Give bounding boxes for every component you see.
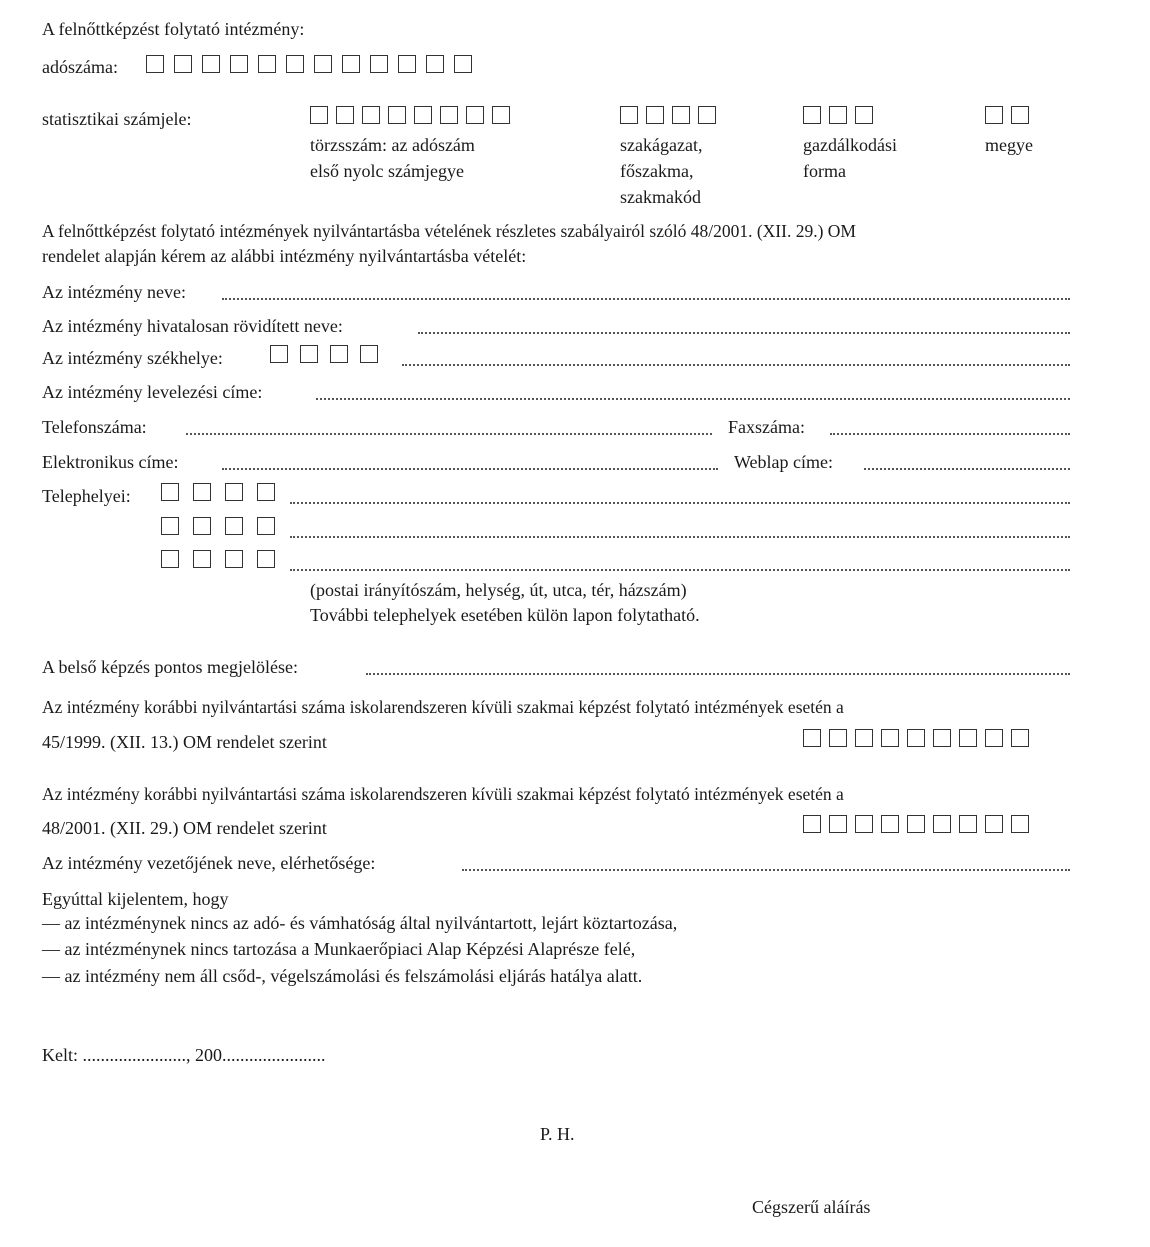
sites-continuation-note: További telephelyek esetében külön lapon folytatható. <box>310 605 700 625</box>
digit-box[interactable] <box>466 106 484 124</box>
digit-box[interactable] <box>672 106 690 124</box>
email-label: Elektronikus címe: <box>42 452 179 472</box>
digit-box[interactable] <box>1011 729 1029 747</box>
head-contact-label: Az intézmény vezetőjének neve, elérhetősége: <box>42 853 376 873</box>
digit-box[interactable] <box>342 55 360 73</box>
stat-boxes-group-4[interactable] <box>985 106 1029 124</box>
digit-box[interactable] <box>257 517 275 535</box>
digit-box[interactable] <box>803 729 821 747</box>
digit-box[interactable] <box>225 483 243 501</box>
digit-box[interactable] <box>933 815 951 833</box>
digit-box[interactable] <box>360 345 378 363</box>
digit-box[interactable] <box>362 106 380 124</box>
site-1-field[interactable] <box>290 502 1070 504</box>
digit-box[interactable] <box>959 815 977 833</box>
tax-number-boxes[interactable] <box>146 55 472 73</box>
site-1-postcode-boxes[interactable] <box>161 483 275 501</box>
short-name-label: Az intézmény hivatalosan rövidített neve: <box>42 316 343 336</box>
digit-box[interactable] <box>257 550 275 568</box>
digit-box[interactable] <box>161 550 179 568</box>
digit-box[interactable] <box>202 55 220 73</box>
tax-number-label: adószáma: <box>42 57 118 77</box>
site-2-field[interactable] <box>290 536 1070 538</box>
stat-boxes-group-3[interactable] <box>803 106 873 124</box>
declaration-item: — az intézmény nem áll csőd-, végelszámolási és felszámolási eljárás hatálya alatt. <box>42 966 643 986</box>
seat-postcode-boxes[interactable] <box>270 345 378 363</box>
website-field[interactable] <box>864 468 1070 470</box>
intro-line-1: A felnőttképzést folytató intézmények nyilvántartásba vételének részletes szabályairól szóló 48/2001. (XII. 29.) OM <box>42 221 856 241</box>
digit-box[interactable] <box>907 815 925 833</box>
sites-format-note: (postai irányítószám, helység, út, utca, tér, házszám) <box>310 580 687 600</box>
digit-box[interactable] <box>286 55 304 73</box>
digit-box[interactable] <box>426 55 444 73</box>
digit-box[interactable] <box>985 815 1003 833</box>
digit-box[interactable] <box>225 550 243 568</box>
stat-caption-3: gazdálkodási forma <box>803 135 897 181</box>
intro-line-2: rendelet alapján kérem az alábbi intézmény nyilvántartásba vételét: <box>42 246 527 266</box>
digit-box[interactable] <box>620 106 638 124</box>
digit-box[interactable] <box>829 106 847 124</box>
digit-box[interactable] <box>258 55 276 73</box>
prev-reg-2-boxes[interactable] <box>803 815 1029 833</box>
email-field[interactable] <box>222 468 718 470</box>
stat-caption-1: törzsszám: az adószám első nyolc számjegye <box>310 135 475 181</box>
digit-box[interactable] <box>310 106 328 124</box>
seat-label: Az intézmény székhelye: <box>42 348 223 368</box>
stat-boxes-group-1[interactable] <box>310 106 510 124</box>
page-title: A felnőttképzést folytató intézmény: <box>42 19 305 39</box>
digit-box[interactable] <box>907 729 925 747</box>
digit-box[interactable] <box>161 483 179 501</box>
digit-box[interactable] <box>933 729 951 747</box>
declaration-item: — az intézménynek nincs az adó- és vámhatóság által nyilvántartott, lejárt köztartozása, <box>42 913 678 933</box>
name-field[interactable] <box>222 298 1070 300</box>
stat-number-label: statisztikai számjele: <box>42 109 192 129</box>
mail-address-field[interactable] <box>316 398 1070 400</box>
digit-box[interactable] <box>855 815 873 833</box>
digit-box[interactable] <box>1011 815 1029 833</box>
digit-box[interactable] <box>855 106 873 124</box>
digit-box[interactable] <box>803 106 821 124</box>
prev-reg-1-line-2: 45/1999. (XII. 13.) OM rendelet szerint <box>42 732 327 752</box>
short-name-field[interactable] <box>418 332 1070 334</box>
fax-label: Faxszáma: <box>728 417 805 437</box>
stat-caption-4: megye <box>985 135 1033 155</box>
site-3-field[interactable] <box>290 569 1070 571</box>
signature-label: Cégszerű aláírás <box>752 1197 871 1217</box>
digit-box[interactable] <box>300 345 318 363</box>
sites-label: Telephelyei: <box>42 486 131 506</box>
digit-box[interactable] <box>330 345 348 363</box>
digit-box[interactable] <box>414 106 432 124</box>
digit-box[interactable] <box>454 55 472 73</box>
digit-box[interactable] <box>193 517 211 535</box>
digit-box[interactable] <box>803 815 821 833</box>
digit-box[interactable] <box>855 729 873 747</box>
declaration-item: — az intézménynek nincs tartozása a Munkaerőpiaci Alap Képzési Alaprésze felé, <box>42 939 636 959</box>
digit-box[interactable] <box>959 729 977 747</box>
website-label: Weblap címe: <box>734 452 834 472</box>
digit-box[interactable] <box>146 55 164 73</box>
digit-box[interactable] <box>829 815 847 833</box>
digit-box[interactable] <box>440 106 458 124</box>
digit-box[interactable] <box>314 55 332 73</box>
internal-training-field[interactable] <box>366 673 1070 675</box>
digit-box[interactable] <box>174 55 192 73</box>
digit-box[interactable] <box>881 815 899 833</box>
name-label: Az intézmény neve: <box>42 282 186 302</box>
fax-field[interactable] <box>830 433 1070 435</box>
digit-box[interactable] <box>336 106 354 124</box>
digit-box[interactable] <box>388 106 406 124</box>
digit-box[interactable] <box>193 483 211 501</box>
digit-box[interactable] <box>646 106 664 124</box>
digit-box[interactable] <box>230 55 248 73</box>
stat-boxes-group-2[interactable] <box>620 106 716 124</box>
mail-address-label: Az intézmény levelezési címe: <box>42 382 263 402</box>
digit-box[interactable] <box>257 483 275 501</box>
digit-box[interactable] <box>270 345 288 363</box>
digit-box[interactable] <box>881 729 899 747</box>
phone-field[interactable] <box>186 433 712 435</box>
digit-box[interactable] <box>398 55 416 73</box>
prev-reg-1-boxes[interactable] <box>803 729 1029 747</box>
internal-training-label: A belső képzés pontos megjelölése: <box>42 657 298 677</box>
seat-field[interactable] <box>402 364 1070 366</box>
declaration-intro: Egyúttal kijelentem, hogy <box>42 889 229 909</box>
site-3-postcode-boxes[interactable] <box>161 550 275 568</box>
digit-box[interactable] <box>225 517 243 535</box>
digit-box[interactable] <box>370 55 388 73</box>
digit-box[interactable] <box>829 729 847 747</box>
digit-box[interactable] <box>492 106 510 124</box>
prev-reg-2-line-1: Az intézmény korábbi nyilvántartási száma iskolarendszeren kívüli szakmai képzést folytató intézmények esetén a <box>42 784 844 804</box>
phone-label: Telefonszáma: <box>42 417 147 437</box>
digit-box[interactable] <box>698 106 716 124</box>
prev-reg-2-line-2: 48/2001. (XII. 29.) OM rendelet szerint <box>42 818 327 838</box>
digit-box[interactable] <box>193 550 211 568</box>
site-2-postcode-boxes[interactable] <box>161 517 275 535</box>
head-contact-field[interactable] <box>462 869 1070 871</box>
digit-box[interactable] <box>161 517 179 535</box>
stat-caption-2: szakágazat, főszakma, szakmakód <box>620 135 703 207</box>
stamp-place-label: P. H. <box>540 1124 575 1144</box>
digit-box[interactable] <box>985 729 1003 747</box>
digit-box[interactable] <box>985 106 1003 124</box>
dated-field[interactable]: Kelt: ......................., 200....................... <box>42 1045 326 1065</box>
digit-box[interactable] <box>1011 106 1029 124</box>
prev-reg-1-line-1: Az intézmény korábbi nyilvántartási száma iskolarendszeren kívüli szakmai képzést folytató intézmények esetén a <box>42 697 844 717</box>
